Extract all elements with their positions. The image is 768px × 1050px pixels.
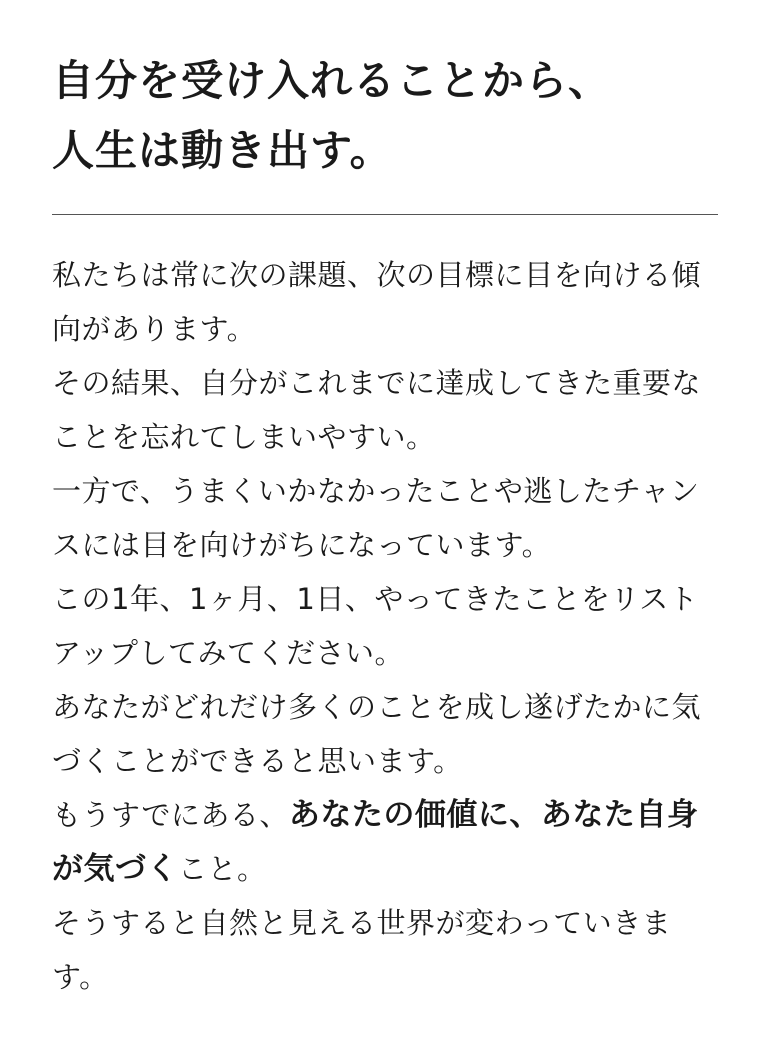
- paragraph: この1年、1ヶ月、1日、やってきたことをリストアップしてみてください。: [52, 582, 699, 670]
- paragraph: あなたがどれだけ多くのことを成し遂げたかに気づくことができると思います。: [52, 690, 702, 778]
- divider: [52, 214, 718, 215]
- emphasis-lead: もうすでにある、: [52, 798, 289, 832]
- paragraph: その結果、自分がこれまでに達成してきた重要なことを忘れてしまいやすい。: [52, 366, 702, 454]
- emphasis-paragraph: [52, 788, 720, 896]
- article-body: [52, 248, 720, 1004]
- headline-line-2: 人生は動き出す。: [52, 126, 393, 175]
- closing-paragraph: そうすると自然と見える世界が変わっていきます。: [52, 906, 672, 994]
- emphasis-tail: こと。: [178, 852, 267, 886]
- headline: [52, 46, 718, 186]
- emphasis-bold-text: あなたの価値に、あなた自身が気づく: [52, 797, 699, 887]
- paragraph: 私たちは常に次の課題、次の目標に目を向ける傾向があります。: [52, 258, 702, 346]
- paragraph: 一方で、うまくいかなかったことや逃したチャンスには目を向けがちになっています。: [52, 474, 700, 562]
- headline-line-1: 自分を受け入れることから、: [52, 56, 612, 105]
